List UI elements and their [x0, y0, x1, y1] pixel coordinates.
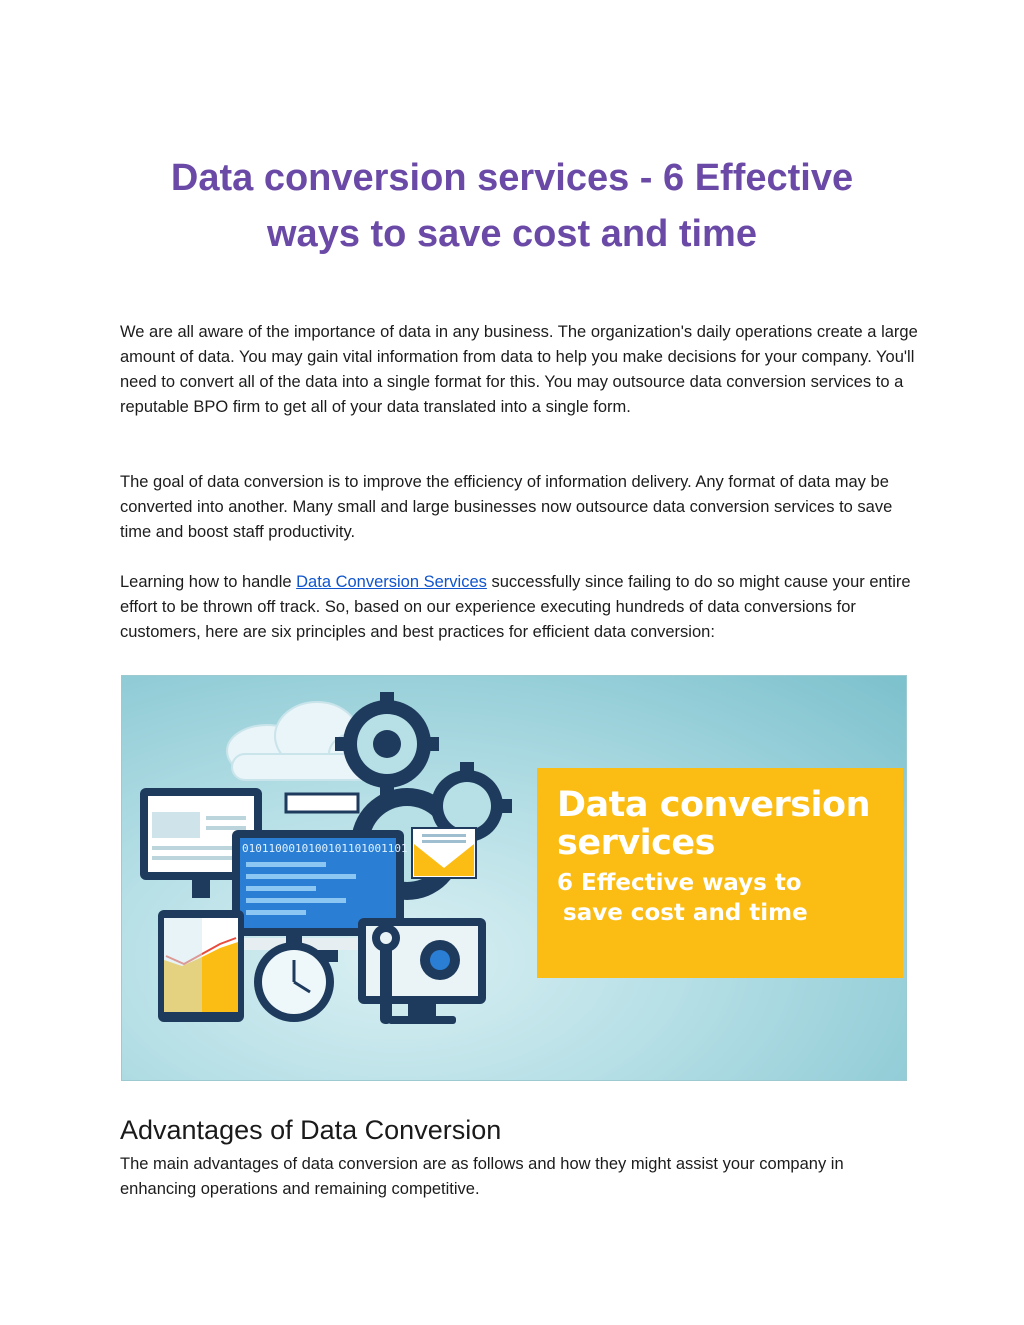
envelope-icon [412, 828, 476, 878]
goal-paragraph: The goal of data conversion is to improve the efficiency of information delivery. Any format of data may be converted into another. Many small and large businesses now outsource data conversion services to save time and boost staff productivity. [120, 473, 893, 541]
binary-text: 0101100010100101101001101 [242, 842, 408, 855]
page-title [100, 150, 924, 262]
banner-line-1: Data conversion [557, 785, 871, 825]
principles-text-start: Learning how to handle [120, 573, 297, 591]
tablet-icon [158, 910, 244, 1022]
principles-text-end: successfully since failing to do so might cause your entire effort to be thrown off track. So, based on our experience executing hundreds of data conversions for customers, here are six principles and best practices for efficient data conversion: [120, 573, 911, 641]
data-conversion-services-link[interactable]: Data Conversion Services [296, 573, 487, 591]
banner-line-3: 6 Effective ways to [557, 870, 802, 896]
advantages-paragraph: The main advantages of data conversion are as follows and how they might assist your company in enhancing operations and remaining competitive. [120, 1155, 844, 1198]
hero-image [121, 675, 907, 1081]
title-line-1: Data conversion services - 6 Effective [170, 157, 854, 199]
principles-paragraph [120, 570, 920, 645]
label-box [286, 794, 358, 812]
banner-line-4: save cost and time [563, 900, 808, 926]
hero-banner [537, 768, 903, 978]
banner-line-2: services [557, 823, 715, 863]
section-heading: Advantages of Data Conversion [120, 1115, 502, 1145]
title-line-2: ways to save cost and time [267, 213, 757, 255]
intro-paragraph: We are all aware of the importance of data in any business. The organization's daily operations create a large amount of data. You may gain vital information from data to help you make decisions for your company. You'll need to convert all of the data into a single format for this. You may outsource data conversion services to a reputable BPO firm to get all of your data translated into a single form. [120, 323, 918, 416]
